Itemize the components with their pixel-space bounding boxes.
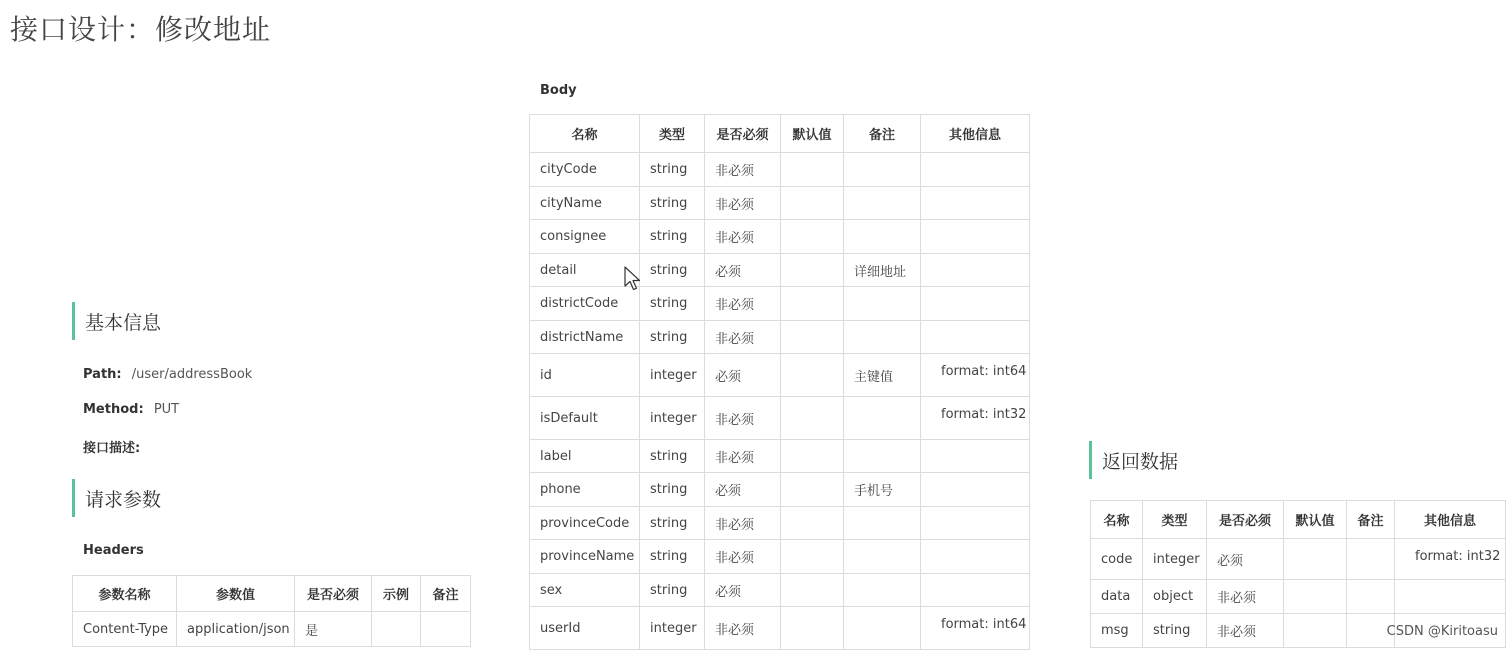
- other-info-cell: [921, 220, 1030, 254]
- page-title: 接口设计：修改地址: [10, 13, 272, 46]
- table-row: [530, 321, 1030, 354]
- type-cell: string: [640, 540, 705, 574]
- required-cell: 必须: [705, 574, 781, 607]
- column-header: 类型: [1143, 501, 1207, 539]
- type-cell: string: [1143, 614, 1207, 648]
- required-cell: 非必须: [705, 440, 781, 473]
- column-header: 是否必须: [705, 115, 781, 153]
- column-header: 默认值: [1284, 501, 1347, 539]
- mouse-pointer-icon: [624, 266, 642, 292]
- required-cell: 必须: [705, 473, 781, 507]
- name-cell: msg: [1091, 614, 1143, 648]
- required-cell: 非必须: [705, 607, 781, 650]
- other-info-cell: [921, 187, 1030, 220]
- method-value: PUT: [153, 402, 180, 417]
- table-row: [530, 607, 1030, 650]
- description-row: [83, 437, 140, 456]
- required-cell: 必须: [705, 354, 781, 397]
- table-row: [530, 397, 1030, 440]
- description-label: 接口描述:: [83, 441, 141, 456]
- request-params-heading: [72, 479, 161, 517]
- table-row: [530, 574, 1030, 607]
- type-cell: string: [640, 254, 705, 287]
- required-cell: 非必须: [705, 153, 781, 187]
- headers-table: [72, 575, 471, 647]
- table-row: [530, 540, 1030, 574]
- body-label: Body: [540, 83, 577, 98]
- path-value: /user/addressBook: [131, 367, 253, 382]
- watermark: CSDN @Kiritoasu: [1386, 624, 1498, 639]
- section-accent-bar: [72, 479, 75, 517]
- type-cell: integer: [640, 354, 705, 397]
- column-header: 默认值: [781, 115, 844, 153]
- default-cell: [781, 287, 844, 321]
- column-header: 类型: [640, 115, 705, 153]
- type-cell: integer: [640, 607, 705, 650]
- name-cell: provinceCode: [530, 507, 640, 540]
- response-table-header: [1091, 501, 1506, 539]
- header-value-cell: application/json: [177, 612, 295, 647]
- header-name-cell: Content-Type: [73, 612, 177, 647]
- column-header: 名称: [530, 115, 640, 153]
- default-cell: [781, 397, 844, 440]
- required-cell: 非必须: [705, 540, 781, 574]
- required-cell: 是: [295, 612, 372, 647]
- basic-info-heading: [72, 302, 161, 340]
- other-info-cell: [921, 574, 1030, 607]
- body-table-header: [530, 115, 1030, 153]
- remark-cell: [844, 220, 921, 254]
- type-cell: string: [640, 153, 705, 187]
- required-cell: 非必须: [1207, 580, 1284, 614]
- other-info-cell: format: int64: [921, 607, 1030, 650]
- required-cell: 必须: [705, 254, 781, 287]
- other-info-cell: format: int32: [921, 397, 1030, 440]
- type-cell: string: [640, 187, 705, 220]
- section-accent-bar: [72, 302, 75, 340]
- response-heading: [1089, 441, 1178, 479]
- path-row: [83, 367, 252, 382]
- required-cell: 非必须: [705, 507, 781, 540]
- name-cell: userId: [530, 607, 640, 650]
- table-row: [73, 612, 471, 647]
- remark-cell: [844, 507, 921, 540]
- default-cell: [781, 254, 844, 287]
- table-row: [530, 354, 1030, 397]
- other-info-cell: [921, 287, 1030, 321]
- name-cell: phone: [530, 473, 640, 507]
- remark-cell: [1347, 539, 1395, 580]
- column-header: 其他信息: [1395, 501, 1506, 539]
- table-row: [530, 153, 1030, 187]
- remark-cell: [844, 321, 921, 354]
- section-accent-bar: [1089, 441, 1092, 479]
- other-info-cell: [1395, 580, 1506, 614]
- name-cell: districtName: [530, 321, 640, 354]
- remark-cell: [421, 612, 471, 647]
- column-header: 其他信息: [921, 115, 1030, 153]
- column-header: 参数名称: [73, 576, 177, 612]
- table-row: [1091, 580, 1506, 614]
- table-row: [530, 220, 1030, 254]
- body-params-table: [529, 114, 1030, 650]
- required-cell: 非必须: [705, 397, 781, 440]
- default-cell: [781, 473, 844, 507]
- name-cell: detail: [530, 254, 640, 287]
- path-label: Path:: [83, 367, 122, 382]
- method-row: [83, 402, 179, 417]
- other-info-cell: [921, 440, 1030, 473]
- default-cell: [781, 321, 844, 354]
- remark-cell: [844, 440, 921, 473]
- remark-cell: [844, 153, 921, 187]
- other-info-cell: [921, 321, 1030, 354]
- name-cell: label: [530, 440, 640, 473]
- remark-cell: [844, 574, 921, 607]
- default-cell: [1284, 614, 1347, 648]
- type-cell: string: [640, 440, 705, 473]
- other-info-cell: [921, 153, 1030, 187]
- headers-table-header: [73, 576, 471, 612]
- required-cell: 非必须: [705, 187, 781, 220]
- type-cell: string: [640, 321, 705, 354]
- column-header: 备注: [421, 576, 471, 612]
- column-header: 是否必须: [1207, 501, 1284, 539]
- type-cell: string: [640, 287, 705, 321]
- other-info-cell: [921, 254, 1030, 287]
- column-header: 备注: [1347, 501, 1395, 539]
- other-info-cell: format: int32: [1395, 539, 1506, 580]
- name-cell: sex: [530, 574, 640, 607]
- other-info-cell: [921, 540, 1030, 574]
- default-cell: [781, 354, 844, 397]
- other-info-cell: [921, 507, 1030, 540]
- table-row: [530, 440, 1030, 473]
- remark-cell: 详细地址: [844, 254, 921, 287]
- type-cell: string: [640, 507, 705, 540]
- default-cell: [781, 540, 844, 574]
- table-row: [530, 254, 1030, 287]
- required-cell: 非必须: [705, 287, 781, 321]
- name-cell: provinceName: [530, 540, 640, 574]
- basic-info-title: 基本信息: [85, 311, 162, 334]
- column-header: 名称: [1091, 501, 1143, 539]
- response-title: 返回数据: [1102, 450, 1179, 473]
- name-cell: cityName: [530, 187, 640, 220]
- required-cell: 非必须: [1207, 614, 1284, 648]
- default-cell: [781, 607, 844, 650]
- type-cell: integer: [1143, 539, 1207, 580]
- name-cell: data: [1091, 580, 1143, 614]
- column-header: 示例: [372, 576, 421, 612]
- default-cell: [781, 440, 844, 473]
- headers-label: Headers: [83, 543, 144, 558]
- required-cell: 必须: [1207, 539, 1284, 580]
- other-info-cell: format: int64: [921, 354, 1030, 397]
- required-cell: 非必须: [705, 321, 781, 354]
- name-cell: consignee: [530, 220, 640, 254]
- remark-cell: [1347, 580, 1395, 614]
- type-cell: string: [640, 574, 705, 607]
- default-cell: [781, 220, 844, 254]
- name-cell: id: [530, 354, 640, 397]
- table-row: [530, 187, 1030, 220]
- table-row: [530, 507, 1030, 540]
- method-label: Method:: [83, 402, 144, 417]
- example-cell: [372, 612, 421, 647]
- remark-cell: [844, 540, 921, 574]
- column-header: 备注: [844, 115, 921, 153]
- default-cell: [781, 507, 844, 540]
- remark-cell: [844, 397, 921, 440]
- name-cell: cityCode: [530, 153, 640, 187]
- type-cell: string: [640, 473, 705, 507]
- remark-cell: 手机号: [844, 473, 921, 507]
- default-cell: [1284, 539, 1347, 580]
- type-cell: string: [640, 220, 705, 254]
- table-row: [530, 473, 1030, 507]
- other-info-cell: [921, 473, 1030, 507]
- required-cell: 非必须: [705, 220, 781, 254]
- default-cell: [781, 574, 844, 607]
- name-cell: isDefault: [530, 397, 640, 440]
- remark-cell: [844, 187, 921, 220]
- name-cell: districtCode: [530, 287, 640, 321]
- remark-cell: [844, 607, 921, 650]
- remark-cell: [844, 287, 921, 321]
- column-header: 是否必须: [295, 576, 372, 612]
- type-cell: object: [1143, 580, 1207, 614]
- name-cell: code: [1091, 539, 1143, 580]
- table-row: [530, 287, 1030, 321]
- request-params-title: 请求参数: [85, 488, 162, 511]
- remark-cell: 主键值: [844, 354, 921, 397]
- column-header: 参数值: [177, 576, 295, 612]
- default-cell: [1284, 580, 1347, 614]
- default-cell: [781, 187, 844, 220]
- table-row: [1091, 539, 1506, 580]
- default-cell: [781, 153, 844, 187]
- type-cell: integer: [640, 397, 705, 440]
